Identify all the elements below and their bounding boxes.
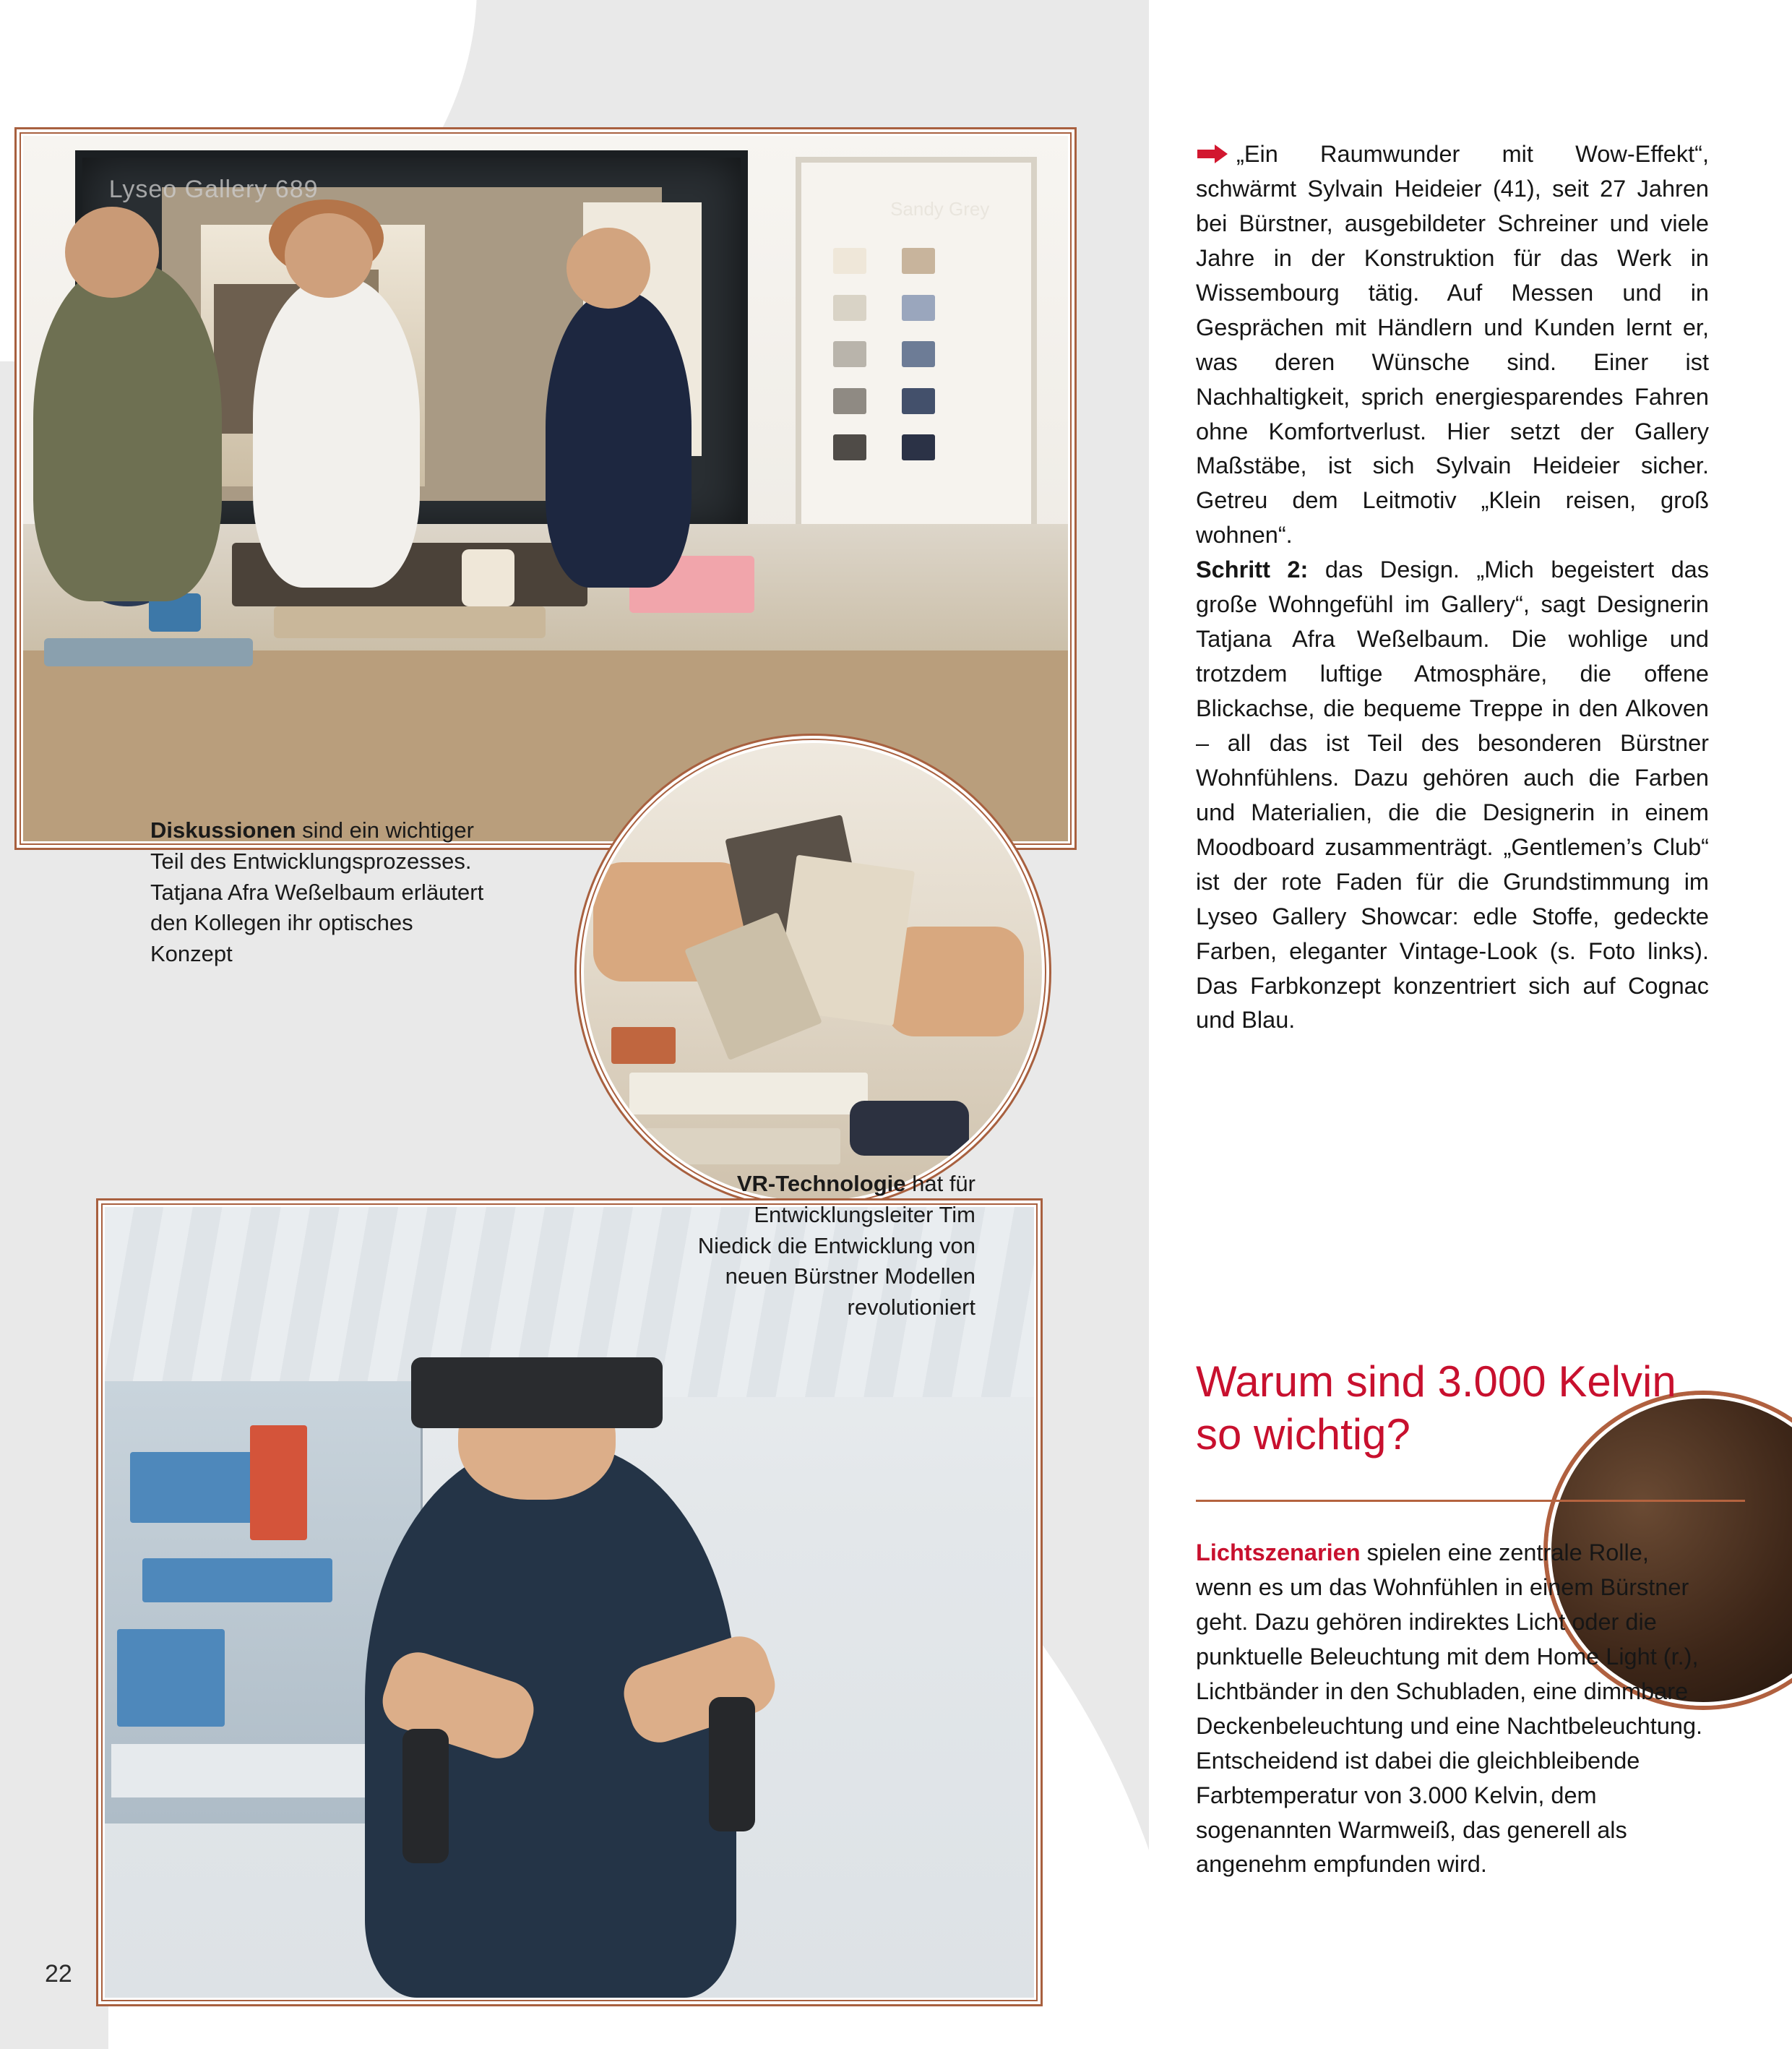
- meeting-room-photo: [14, 127, 1077, 850]
- person-center: [253, 277, 420, 587]
- sidebar-column: [1196, 1536, 1709, 1882]
- background-strip-left: [0, 1196, 108, 2049]
- caption-discussion-lead: Diskussionen: [150, 817, 296, 843]
- sidebar-headline: Warum sind 3.000 Kelvin so wichtig?: [1196, 1357, 1676, 1459]
- sidebar-paragraph: [1196, 1536, 1709, 1882]
- article-step-text: das Design. „Mich begeistert das große Wohngefühl im Gallery“, sagt Designerin Tatjana Afra Weßelbaum. Die wohlige und trotzdem luftige Atmosphäre, die offene Blickachse, die bequeme Treppe in den Alkoven – all das ist Teil des besonderen Bürstner Wohnfühlens. Dazu gehören auch die Farben und Materialien, die die Designerin in einem Moodboard zusammenträgt. „Gentlemen’s Club“ ist der rote Faden für die Grundstimmung im Lyseo Gallery Showcar: edle Stoffe, gedeckte Farben, eleganter Vintage-Look (s. Foto links). Das Farbkonzept konzentriert sich auf Cognac und Blau.: [1196, 557, 1709, 1034]
- article-intro-text: „Ein Raumwunder mit Wow-Effekt“, schwärmt Sylvain Heideier (41), seit 27 Jahren bei Bürstner, ausgebildeter Schreiner und viele Jahre in der Konstruktion für das Werk in Wissembourg tätig. Auf Messen und in Gesprächen mit Händlern und Kunden lernt er, was deren Wünsche sind. Einer ist Nachhaltigkeit, sprich energiesparendes Fahren ohne Komfortverlust. Hier setzt der Gallery Maßstäbe, ist sich Sylvain Heideier sicher. Getreu dem Leitmotiv „Klein reisen, groß wohnen“.: [1196, 141, 1709, 549]
- page-number: 22: [45, 1960, 72, 1988]
- article-column: [1196, 137, 1709, 1038]
- caption-discussion: [150, 815, 490, 970]
- article-intro-paragraph: [1196, 137, 1709, 553]
- sidebar-lead-word: Lichtszenarien: [1196, 1539, 1361, 1565]
- caption-discussion-text: sind ein wichtiger Teil des Entwicklungsprozesses. Tatjana Afra Weßelbaum erläutert den Kollegen ihr optisches Konzept: [150, 817, 484, 967]
- sidebar-body-text: spielen eine zentrale Rolle, wenn es um das Wohnfühlen in einem Bürstner geht. Dazu gehören indirektes Licht oder die punktuelle Beleuchtung mit dem Home Light (r.), Lichtbänder in den Schubladen, eine dimmbare Deckenbeleuchtung und eine Nachtbeleuchtung. Entscheidend ist dabei die gleichbleibende Farbtemperatur von 3.000 Kelvin, dem sogenannten Warmweiß, das generell als angenehm empfunden wird.: [1196, 1539, 1703, 1878]
- article-step-label: Schritt 2:: [1196, 557, 1309, 583]
- screen-title-label: Lyseo Gallery 689: [108, 176, 319, 204]
- person-right: [546, 291, 692, 588]
- sidebar-divider: [1196, 1500, 1745, 1502]
- person-left: [33, 263, 221, 601]
- material-samples-photo: [574, 734, 1051, 1211]
- caption-vr-text: hat für Entwicklungsleiter Tim Niedick die Entwicklung von neuen Bürstner Modellen revolutioniert: [697, 1171, 975, 1320]
- article-step-paragraph: [1196, 553, 1709, 1038]
- board-title-label: Sandy Grey: [890, 197, 990, 220]
- color-sample-board: [796, 157, 1037, 557]
- caption-vr: [694, 1169, 975, 1323]
- arrow-right-icon: [1196, 140, 1229, 162]
- caption-vr-lead: VR-Technologie: [736, 1171, 906, 1196]
